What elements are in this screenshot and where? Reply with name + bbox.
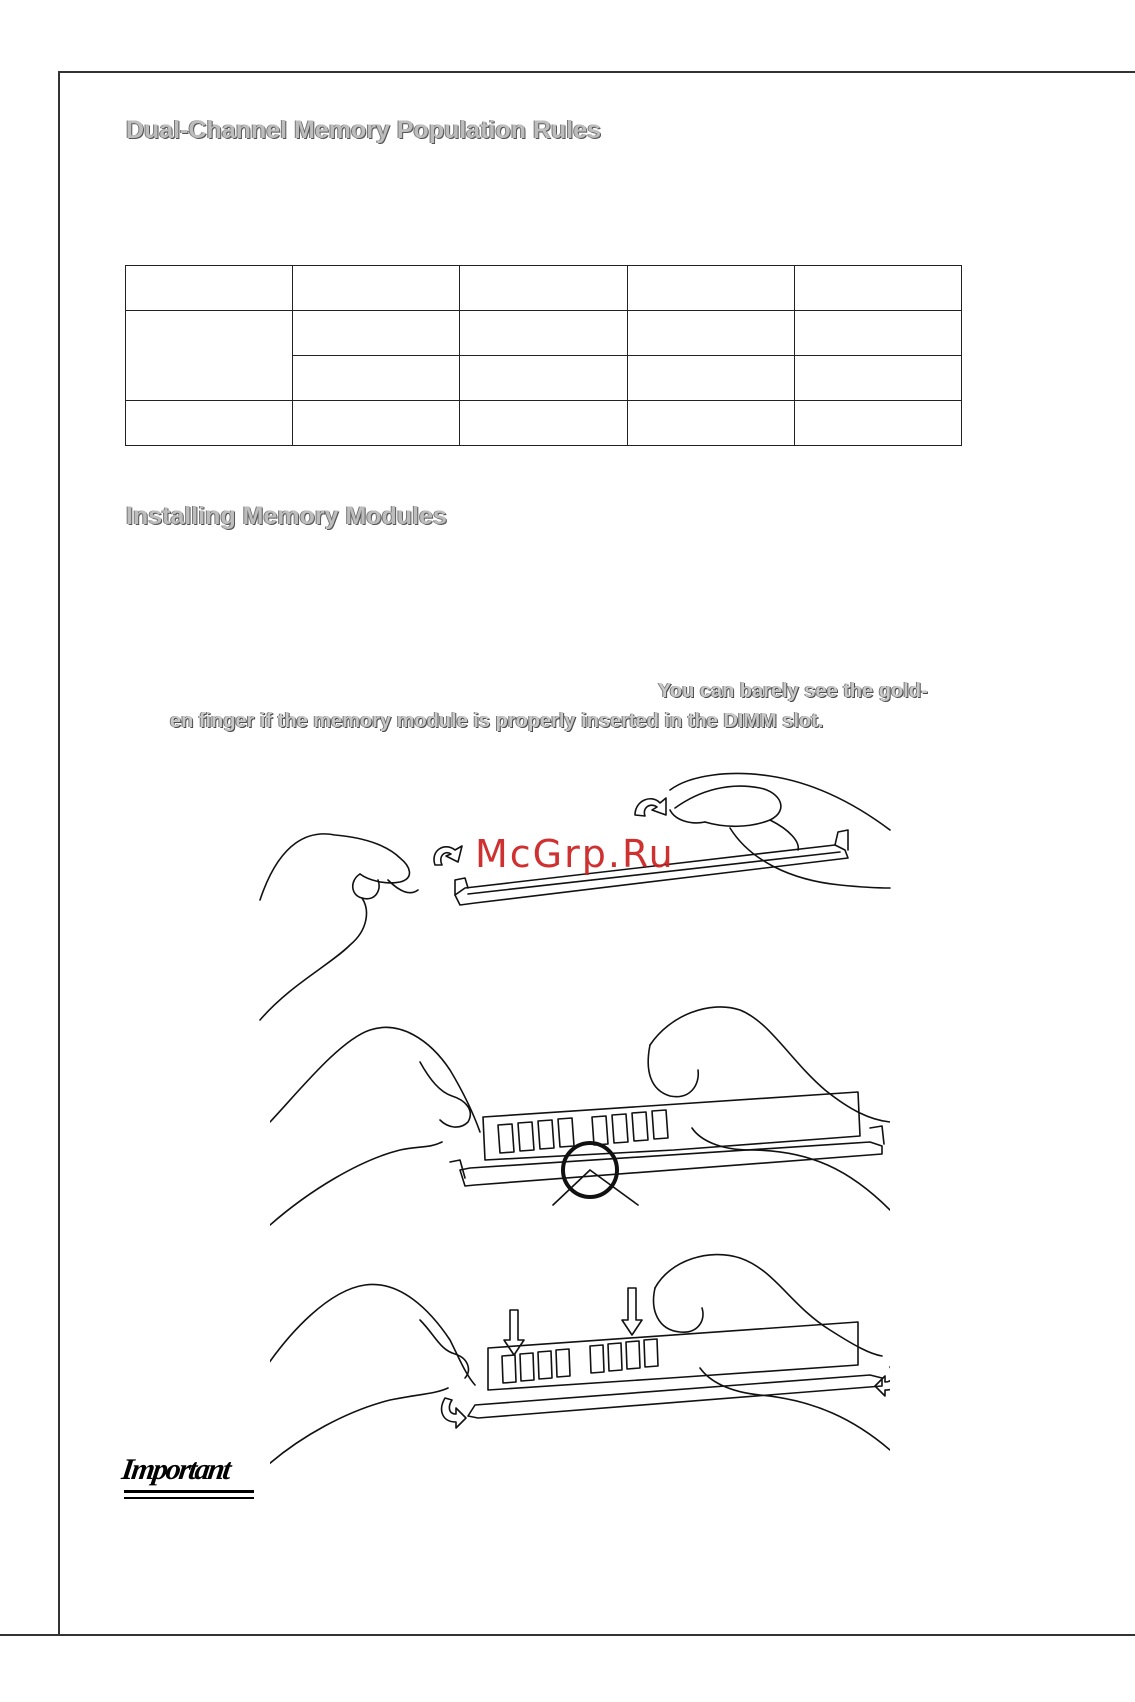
memory-module xyxy=(483,1092,860,1160)
important-underline xyxy=(124,1490,254,1493)
right-thumb xyxy=(648,1045,698,1097)
insert-module-illustration xyxy=(270,1000,890,1230)
important-label: Important xyxy=(119,1453,232,1486)
open-clips-illustration xyxy=(250,770,900,1030)
right-clip xyxy=(870,1126,884,1144)
left-wrist xyxy=(270,1142,442,1225)
table-cell xyxy=(460,401,627,446)
table-cell xyxy=(794,401,961,446)
table-cell xyxy=(627,356,794,401)
left-hand-outline xyxy=(270,1284,475,1385)
dimm-slot xyxy=(468,1375,882,1418)
table-cell xyxy=(126,266,293,311)
table-cell xyxy=(126,401,293,446)
table-cell xyxy=(794,311,961,356)
memory-chips-left xyxy=(502,1349,570,1383)
table-cell xyxy=(794,266,961,311)
installing-modules-heading: Installing Memory Modules xyxy=(126,502,447,530)
press-module-illustration xyxy=(270,1250,890,1480)
right-thumb xyxy=(654,1288,703,1332)
table-row xyxy=(126,311,962,356)
left-hand-outline xyxy=(270,1027,480,1132)
right-clip xyxy=(835,830,848,850)
open-arrow-right-icon xyxy=(635,798,666,816)
table-cell xyxy=(627,401,794,446)
table-cell xyxy=(794,356,961,401)
page-frame-left xyxy=(58,71,60,1636)
watermark-text: McGrp.Ru xyxy=(475,832,675,876)
table-cell xyxy=(627,311,794,356)
population-rules-heading: Dual-Channel Memory Population Rules xyxy=(126,116,602,144)
table-cell xyxy=(126,311,293,401)
left-wrist xyxy=(270,1388,448,1472)
table-cell xyxy=(293,266,460,311)
close-arrow-left-icon xyxy=(442,1398,466,1428)
table-row xyxy=(126,401,962,446)
right-hand-outline xyxy=(650,1007,890,1122)
dimm-slot xyxy=(460,1142,882,1186)
open-arrow-left-icon xyxy=(434,846,462,865)
memory-chips-left xyxy=(498,1118,574,1153)
right-hand-outline xyxy=(655,1255,882,1356)
left-hand-outline xyxy=(260,834,409,900)
down-arrow-left-icon xyxy=(504,1310,524,1355)
table-row xyxy=(126,266,962,311)
right-wrist xyxy=(692,1128,890,1210)
table-cell xyxy=(293,356,460,401)
table-cell xyxy=(627,266,794,311)
page-frame-top xyxy=(58,71,1135,73)
page-frame-bottom xyxy=(0,1634,1135,1636)
table-cell xyxy=(293,311,460,356)
table-cell xyxy=(460,266,627,311)
table-cell xyxy=(460,311,627,356)
memory-chips-right xyxy=(592,1110,668,1145)
table-cell xyxy=(293,401,460,446)
golden-finger-note-line2: en finger if the memory module is properly inserted in the DIMM slot. xyxy=(170,710,824,732)
important-underline xyxy=(124,1497,254,1499)
down-arrow-right-icon xyxy=(622,1288,642,1335)
left-clip xyxy=(450,1160,465,1178)
population-table xyxy=(125,265,962,446)
left-clip xyxy=(455,878,468,895)
golden-finger-note-line1: You can barely see the gold- xyxy=(658,680,928,702)
right-thumb xyxy=(670,810,705,823)
memory-chips-right xyxy=(590,1339,658,1373)
table-cell xyxy=(460,356,627,401)
